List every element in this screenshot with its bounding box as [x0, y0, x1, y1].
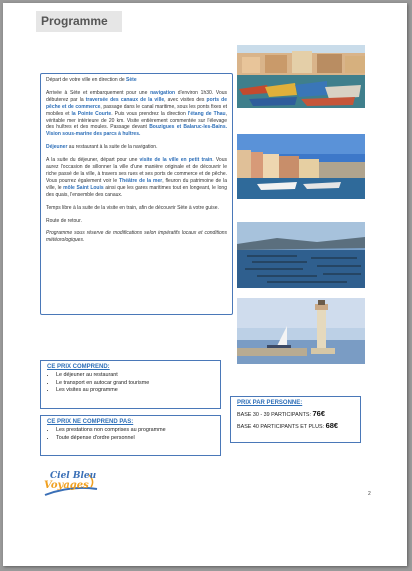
highlight: la Pointe Courte: [71, 110, 112, 117]
text: Départ de votre ville en direction de: [46, 77, 127, 83]
price-value: 76€: [312, 409, 326, 418]
price-per-person-box: [230, 396, 361, 443]
disclaimer-note: Programme sous réserve de modifications selon impératifs locaux et conditions météorologiques.: [46, 230, 227, 244]
program-description-box: [40, 73, 233, 315]
text: d'environ 1h30. Vous débuterez par la: [46, 89, 228, 103]
text: , fleuron du patrimoine de la ville, le: [46, 177, 228, 191]
text: au restaurant à la suite de la navigation.: [67, 144, 158, 151]
highlight: l'étang de Thau: [187, 110, 226, 117]
highlight: Bouzigues et Balaruc-les-Bains. Vision sous-marine des parcs à huîtres.: [46, 124, 228, 138]
highlight: visite de la ville en petit train: [139, 157, 213, 164]
list-item: • Le déjeuner au restaurant: [56, 372, 214, 379]
price-label: BASE 30 - 39 PARTICIPANTS:: [237, 412, 313, 418]
photo-sete-harbor-boats: [237, 45, 365, 108]
ciel-bleu-voyages-logo: [43, 469, 99, 499]
price-row-40-plus: [237, 421, 354, 430]
highlight: navigation: [150, 89, 176, 96]
text: , avec visites des: [164, 96, 207, 103]
paragraph-afternoon: [46, 157, 227, 198]
text: , passage dans le canal maritime, sous les ponts fixes et mobiles et: [46, 103, 227, 117]
excludes-heading: CE PRIX NE COMPREND PAS:: [47, 419, 134, 425]
logo-text-voyages: Voyages: [44, 480, 89, 491]
list-item: • Les visites au programme: [56, 387, 214, 394]
text: A la suite du déjeuner, départ pour une: [46, 157, 140, 164]
price-label: BASE 40 PARTICIPANTS ET PLUS:: [237, 424, 326, 430]
paragraph-return: Route de retour.: [46, 217, 82, 224]
page-number: 2: [368, 491, 371, 497]
list-item: • Le transport en autocar grand tourisme: [56, 380, 214, 387]
price-value: 68€: [325, 421, 339, 430]
text: ainsi que les gares maritimes tout en longeant, le long des quais, l'ensemble des canaux.: [46, 184, 227, 198]
text: . Vous aurez l'occasion de sillonner la ville d'une manière originale et de découvrir le riche passé de la ville, à travers ses rues et ses ports de commerce et de pêche. Vous pourrez également voir le: [46, 157, 227, 184]
highlight: Déjeuner: [46, 144, 68, 151]
page-title: Programme: [36, 11, 122, 32]
pricing-heading: PRIX PAR PERSONNE:: [237, 400, 303, 406]
city-name: Sète: [126, 77, 137, 83]
text: Arrivée à Sète et embarquement pour une: [46, 89, 151, 96]
photo-lighthouse-mole-saint-louis: [237, 298, 365, 364]
list-item: • Les prestations non comprises au programme: [56, 427, 214, 434]
document-page: [3, 3, 407, 566]
excludes-list: [47, 427, 214, 441]
list-item: • Toute dépense d'ordre personnel: [56, 435, 214, 442]
includes-heading: CE PRIX COMPREND:: [47, 364, 110, 370]
price-row-30-39: [237, 409, 354, 418]
logo-text-ciel-bleu: Ciel Bleu: [50, 471, 97, 481]
paragraph-lunch: [46, 144, 227, 151]
price-excludes-box: [40, 415, 221, 456]
highlight: Théâtre de la mer: [119, 177, 163, 184]
photo-sete-canal-quay: [237, 134, 365, 199]
paragraph-departure: [46, 77, 227, 84]
highlight: traversée des canaux de la ville: [85, 96, 165, 103]
text: , véritable mer intérieure de 20 km. Visite entièrement commentée sur l'élevage des huîtres et des moules. Passage devant: [46, 110, 227, 131]
highlight: ports de pêche et de commerce: [46, 96, 227, 110]
price-includes-box: [40, 360, 221, 409]
text: . Puis vous prendrez la direction: [111, 110, 188, 117]
includes-list: [47, 372, 214, 394]
highlight: môle Saint Louis: [63, 184, 104, 191]
photo-etang-de-thau-oyster-parks: [237, 222, 365, 288]
paragraph-arrival: [46, 90, 227, 138]
paragraph-free-time: Temps libre à la suite de la visite en train, afin de découvrir Sète à votre guise.: [46, 204, 219, 211]
